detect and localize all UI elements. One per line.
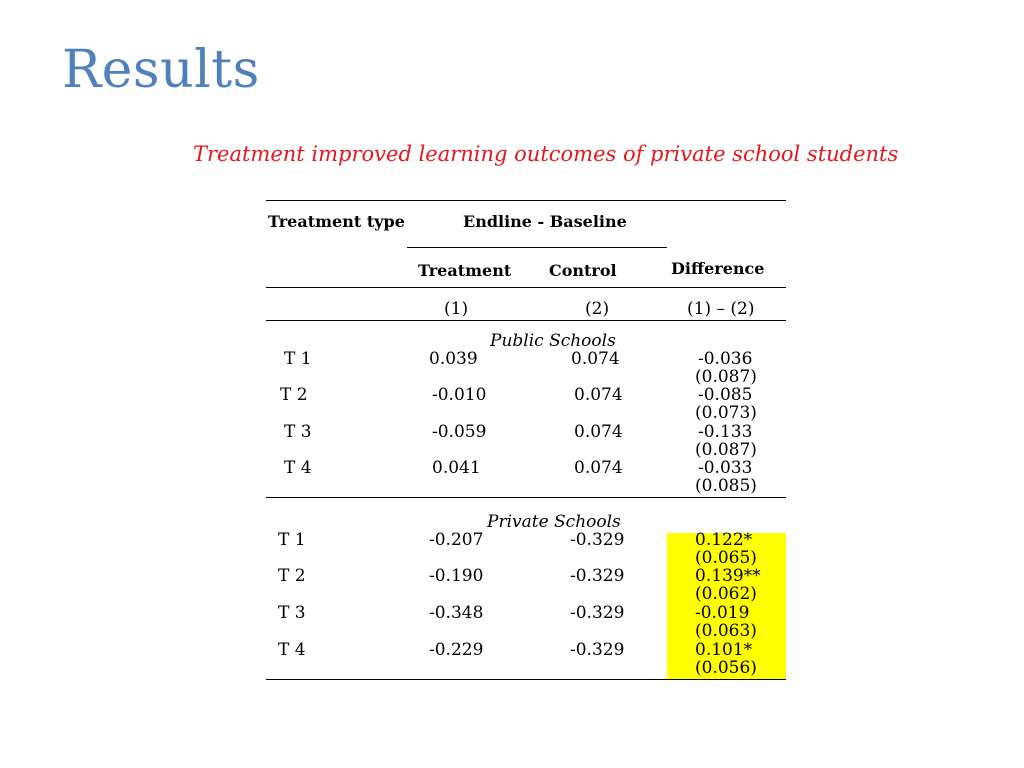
header-difference: Difference (671, 259, 765, 278)
row-control-value: -0.329 (570, 603, 625, 623)
header-col3: (1) – (2) (687, 299, 755, 319)
row-treatment-value: -0.010 (432, 385, 487, 405)
header-bottom-rule (266, 287, 786, 288)
row-standard-error: (0.062) (695, 584, 757, 604)
header-treatment-type: Treatment type (268, 212, 405, 231)
public-section-rule (266, 497, 786, 498)
header-endline-baseline: Endline - Baseline (463, 212, 627, 231)
row-difference-value: -0.019 (695, 603, 750, 623)
row-difference-value: -0.085 (698, 385, 753, 405)
row-treatment-value: -0.190 (429, 566, 484, 586)
row-standard-error: (0.063) (695, 621, 757, 641)
row-treatment-value: -0.348 (429, 603, 484, 623)
row-control-value: -0.329 (570, 530, 625, 550)
slide-subtitle: Treatment improved learning outcomes of private school students (193, 142, 899, 166)
section-label-public: Public Schools (490, 331, 616, 351)
header-col2: (2) (585, 299, 610, 319)
section-label-private: Private Schools (487, 512, 621, 532)
table-top-rule (266, 200, 786, 201)
column-number-rule (266, 320, 786, 321)
header-control: Control (549, 261, 617, 280)
row-type: T 1 (284, 349, 312, 369)
row-treatment-value: 0.039 (429, 349, 478, 369)
row-difference-value: 0.122* (695, 530, 753, 550)
row-treatment-value: 0.041 (432, 458, 481, 478)
row-type: T 3 (278, 603, 306, 623)
row-difference-value: -0.033 (698, 458, 753, 478)
row-standard-error: (0.073) (695, 403, 757, 423)
row-standard-error: (0.056) (695, 658, 757, 678)
row-type: T 2 (278, 566, 306, 586)
row-standard-error: (0.085) (695, 476, 757, 496)
row-control-value: 0.074 (574, 458, 623, 478)
row-treatment-value: -0.059 (432, 422, 487, 442)
row-standard-error: (0.065) (695, 548, 757, 568)
row-type: T 3 (284, 422, 312, 442)
row-control-value: 0.074 (571, 349, 620, 369)
row-control-value: 0.074 (574, 422, 623, 442)
row-control-value: 0.074 (574, 385, 623, 405)
row-type: T 4 (284, 458, 312, 478)
row-control-value: -0.329 (570, 640, 625, 660)
row-standard-error: (0.087) (695, 367, 757, 387)
row-type: T 4 (278, 640, 306, 660)
endline-baseline-rule (407, 247, 667, 248)
row-treatment-value: -0.229 (429, 640, 484, 660)
slide-title: Results (62, 40, 260, 100)
row-control-value: -0.329 (570, 566, 625, 586)
row-standard-error: (0.087) (695, 440, 757, 460)
row-treatment-value: -0.207 (429, 530, 484, 550)
table-bottom-rule (266, 679, 786, 680)
header-col1: (1) (444, 299, 469, 319)
header-treatment: Treatment (418, 261, 512, 280)
row-difference-value: -0.133 (698, 422, 753, 442)
row-difference-value: 0.139** (695, 566, 761, 586)
row-difference-value: 0.101* (695, 640, 753, 660)
row-difference-value: -0.036 (698, 349, 753, 369)
row-type: T 2 (280, 385, 308, 405)
row-type: T 1 (278, 530, 306, 550)
